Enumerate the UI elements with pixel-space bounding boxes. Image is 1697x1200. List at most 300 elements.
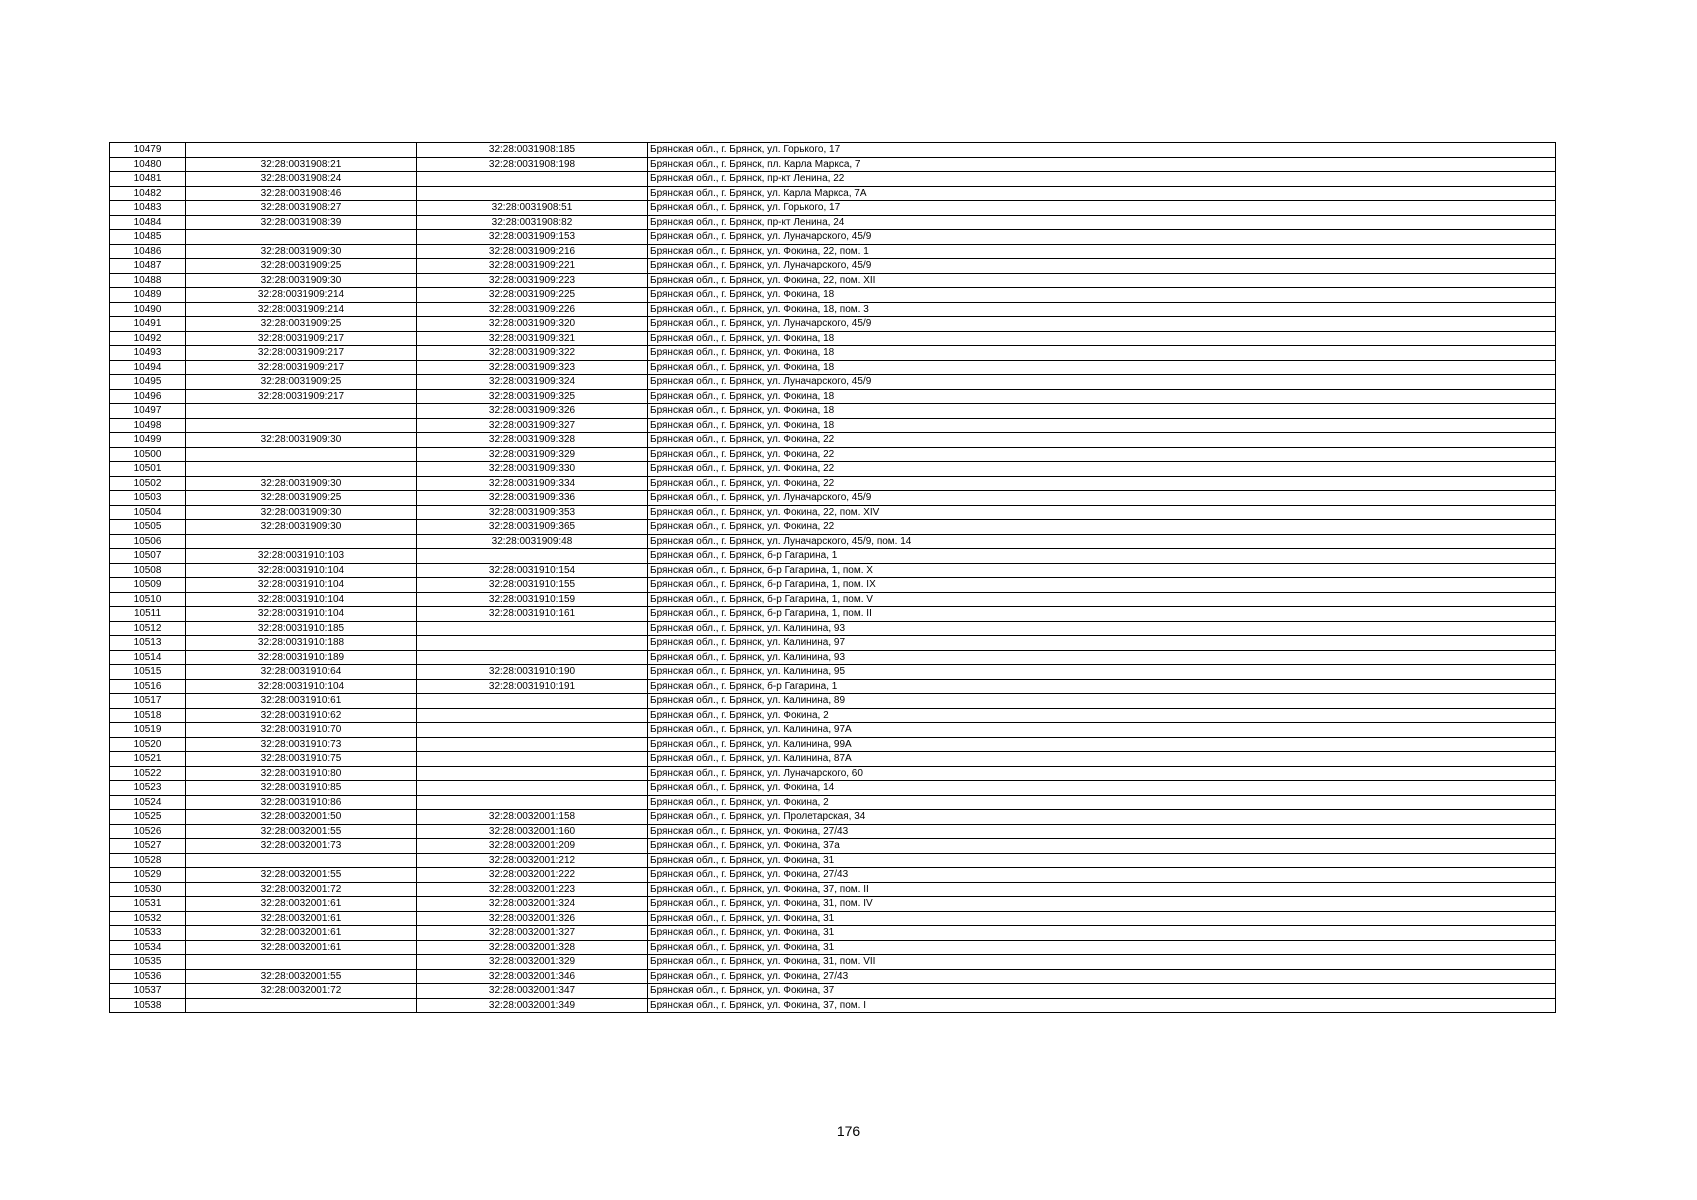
address-cell: Брянская обл., г. Брянск, ул. Калинина, 93 — [648, 621, 1556, 636]
address-cell: Брянская обл., г. Брянск, ул. Фокина, 31 — [648, 940, 1556, 955]
table-row — [110, 201, 1556, 216]
object-cadastral-number-cell — [417, 694, 648, 709]
address-cell: Брянская обл., г. Брянск, ул. Горького, 17 — [648, 143, 1556, 158]
object-cadastral-number-cell: 32:28:0031909:329 — [417, 447, 648, 462]
row-number-cell: 10520 — [110, 737, 186, 752]
address-cell: Брянская обл., г. Брянск, ул. Фокина, 31 — [648, 926, 1556, 941]
registry-table-body — [110, 143, 1556, 1013]
address-cell: Брянская обл., г. Брянск, ул. Фокина, 18 — [648, 288, 1556, 303]
table-row — [110, 389, 1556, 404]
object-cadastral-number-cell: 32:28:0031909:48 — [417, 534, 648, 549]
address-cell: Брянская обл., г. Брянск, ул. Фокина, 22 — [648, 462, 1556, 477]
land-cadastral-number-cell — [186, 853, 417, 868]
row-number-cell: 10513 — [110, 636, 186, 651]
object-cadastral-number-cell: 32:28:0031908:185 — [417, 143, 648, 158]
table-row — [110, 549, 1556, 564]
row-number-cell: 10502 — [110, 476, 186, 491]
table-row — [110, 998, 1556, 1013]
land-cadastral-number-cell: 32:28:0031909:214 — [186, 302, 417, 317]
address-cell: Брянская обл., г. Брянск, ул. Горького, 17 — [648, 201, 1556, 216]
object-cadastral-number-cell: 32:28:0032001:158 — [417, 810, 648, 825]
address-cell: Брянская обл., г. Брянск, б-р Гагарина, 1, пом. IX — [648, 578, 1556, 593]
table-row — [110, 810, 1556, 825]
object-cadastral-number-cell: 32:28:0032001:223 — [417, 882, 648, 897]
address-cell: Брянская обл., г. Брянск, ул. Калинина, 93 — [648, 650, 1556, 665]
object-cadastral-number-cell — [417, 781, 648, 796]
address-cell: Брянская обл., г. Брянск, б-р Гагарина, 1 — [648, 679, 1556, 694]
address-cell: Брянская обл., г. Брянск, ул. Фокина, 22, пом. 1 — [648, 244, 1556, 259]
land-cadastral-number-cell: 32:28:0031910:85 — [186, 781, 417, 796]
address-cell: Брянская обл., г. Брянск, ул. Карла Маркса, 7А — [648, 186, 1556, 201]
table-row — [110, 839, 1556, 854]
object-cadastral-number-cell: 32:28:0032001:324 — [417, 897, 648, 912]
address-cell: Брянская обл., г. Брянск, ул. Фокина, 22 — [648, 520, 1556, 535]
object-cadastral-number-cell: 32:28:0031909:221 — [417, 259, 648, 274]
table-row — [110, 476, 1556, 491]
table-row — [110, 694, 1556, 709]
row-number-cell: 10505 — [110, 520, 186, 535]
address-cell: Брянская обл., г. Брянск, ул. Фокина, 14 — [648, 781, 1556, 796]
land-cadastral-number-cell: 32:28:0032001:61 — [186, 926, 417, 941]
address-cell: Брянская обл., г. Брянск, ул. Фокина, 22 — [648, 447, 1556, 462]
land-cadastral-number-cell: 32:28:0032001:55 — [186, 969, 417, 984]
address-cell: Брянская обл., г. Брянск, пр-кт Ленина, 22 — [648, 172, 1556, 187]
land-cadastral-number-cell: 32:28:0031908:21 — [186, 157, 417, 172]
object-cadastral-number-cell: 32:28:0031910:159 — [417, 592, 648, 607]
table-row — [110, 984, 1556, 999]
row-number-cell: 10501 — [110, 462, 186, 477]
land-cadastral-number-cell: 32:28:0032001:61 — [186, 897, 417, 912]
address-cell: Брянская обл., г. Брянск, ул. Фокина, 31 — [648, 911, 1556, 926]
table-row — [110, 665, 1556, 680]
row-number-cell: 10537 — [110, 984, 186, 999]
land-cadastral-number-cell: 32:28:0031909:30 — [186, 520, 417, 535]
object-cadastral-number-cell: 32:28:0032001:349 — [417, 998, 648, 1013]
object-cadastral-number-cell — [417, 621, 648, 636]
land-cadastral-number-cell: 32:28:0031909:217 — [186, 389, 417, 404]
row-number-cell: 10532 — [110, 911, 186, 926]
land-cadastral-number-cell: 32:28:0031909:25 — [186, 375, 417, 390]
object-cadastral-number-cell: 32:28:0031909:326 — [417, 404, 648, 419]
address-cell: Брянская обл., г. Брянск, ул. Фокина, 22 — [648, 433, 1556, 448]
land-cadastral-number-cell: 32:28:0031910:75 — [186, 752, 417, 767]
table-row — [110, 940, 1556, 955]
row-number-cell: 10530 — [110, 882, 186, 897]
address-cell: Брянская обл., г. Брянск, ул. Фокина, 37, пом. II — [648, 882, 1556, 897]
land-cadastral-number-cell — [186, 230, 417, 245]
object-cadastral-number-cell: 32:28:0031909:327 — [417, 418, 648, 433]
address-cell: Брянская обл., г. Брянск, ул. Фокина, 22, пом. XII — [648, 273, 1556, 288]
row-number-cell: 10481 — [110, 172, 186, 187]
registry-table — [109, 142, 1556, 1013]
table-row — [110, 418, 1556, 433]
object-cadastral-number-cell — [417, 186, 648, 201]
land-cadastral-number-cell — [186, 143, 417, 158]
table-row — [110, 636, 1556, 651]
row-number-cell: 10510 — [110, 592, 186, 607]
object-cadastral-number-cell: 32:28:0031910:190 — [417, 665, 648, 680]
object-cadastral-number-cell: 32:28:0031908:51 — [417, 201, 648, 216]
address-cell: Брянская обл., г. Брянск, ул. Фокина, 18 — [648, 404, 1556, 419]
address-cell: Брянская обл., г. Брянск, ул. Фокина, 18 — [648, 418, 1556, 433]
row-number-cell: 10523 — [110, 781, 186, 796]
row-number-cell: 10515 — [110, 665, 186, 680]
object-cadastral-number-cell: 32:28:0032001:209 — [417, 839, 648, 854]
object-cadastral-number-cell — [417, 549, 648, 564]
row-number-cell: 10493 — [110, 346, 186, 361]
address-cell: Брянская обл., г. Брянск, ул. Фокина, 22 — [648, 476, 1556, 491]
land-cadastral-number-cell: 32:28:0031909:214 — [186, 288, 417, 303]
land-cadastral-number-cell: 32:28:0031909:25 — [186, 259, 417, 274]
row-number-cell: 10535 — [110, 955, 186, 970]
row-number-cell: 10514 — [110, 650, 186, 665]
row-number-cell: 10490 — [110, 302, 186, 317]
address-cell: Брянская обл., г. Брянск, ул. Калинина, 95 — [648, 665, 1556, 680]
table-row — [110, 404, 1556, 419]
row-number-cell: 10527 — [110, 839, 186, 854]
land-cadastral-number-cell: 32:28:0031910:188 — [186, 636, 417, 651]
land-cadastral-number-cell: 32:28:0031910:64 — [186, 665, 417, 680]
land-cadastral-number-cell: 32:28:0031909:217 — [186, 331, 417, 346]
address-cell: Брянская обл., г. Брянск, ул. Луначарского, 45/9, пом. 14 — [648, 534, 1556, 549]
table-row — [110, 955, 1556, 970]
address-cell: Брянская обл., г. Брянск, ул. Фокина, 31 — [648, 853, 1556, 868]
land-cadastral-number-cell — [186, 418, 417, 433]
table-row — [110, 737, 1556, 752]
object-cadastral-number-cell: 32:28:0031910:155 — [417, 578, 648, 593]
table-row — [110, 926, 1556, 941]
object-cadastral-number-cell: 32:28:0031909:320 — [417, 317, 648, 332]
address-cell: Брянская обл., г. Брянск, ул. Фокина, 18 — [648, 360, 1556, 375]
row-number-cell: 10525 — [110, 810, 186, 825]
table-row — [110, 331, 1556, 346]
table-row — [110, 288, 1556, 303]
table-row — [110, 969, 1556, 984]
land-cadastral-number-cell: 32:28:0031910:104 — [186, 607, 417, 622]
address-cell: Брянская обл., г. Брянск, ул. Фокина, 2 — [648, 795, 1556, 810]
table-row — [110, 360, 1556, 375]
row-number-cell: 10482 — [110, 186, 186, 201]
land-cadastral-number-cell: 32:28:0031910:80 — [186, 766, 417, 781]
table-row — [110, 186, 1556, 201]
object-cadastral-number-cell: 32:28:0031909:323 — [417, 360, 648, 375]
object-cadastral-number-cell: 32:28:0031909:223 — [417, 273, 648, 288]
row-number-cell: 10533 — [110, 926, 186, 941]
address-cell: Брянская обл., г. Брянск, ул. Фокина, 18 — [648, 389, 1556, 404]
table-row — [110, 157, 1556, 172]
row-number-cell: 10491 — [110, 317, 186, 332]
land-cadastral-number-cell: 32:28:0031910:104 — [186, 679, 417, 694]
table-row — [110, 244, 1556, 259]
object-cadastral-number-cell — [417, 636, 648, 651]
object-cadastral-number-cell — [417, 752, 648, 767]
table-row — [110, 781, 1556, 796]
object-cadastral-number-cell: 32:28:0031910:191 — [417, 679, 648, 694]
land-cadastral-number-cell — [186, 998, 417, 1013]
address-cell: Брянская обл., г. Брянск, ул. Фокина, 18 — [648, 331, 1556, 346]
address-cell: Брянская обл., г. Брянск, б-р Гагарина, 1 — [648, 549, 1556, 564]
land-cadastral-number-cell — [186, 404, 417, 419]
land-cadastral-number-cell: 32:28:0031909:25 — [186, 317, 417, 332]
row-number-cell: 10528 — [110, 853, 186, 868]
address-cell: Брянская обл., г. Брянск, ул. Фокина, 18, пом. 3 — [648, 302, 1556, 317]
land-cadastral-number-cell: 32:28:0031909:30 — [186, 273, 417, 288]
row-number-cell: 10521 — [110, 752, 186, 767]
land-cadastral-number-cell: 32:28:0031909:30 — [186, 433, 417, 448]
object-cadastral-number-cell — [417, 708, 648, 723]
address-cell: Брянская обл., г. Брянск, ул. Фокина, 37а — [648, 839, 1556, 854]
table-row — [110, 491, 1556, 506]
row-number-cell: 10512 — [110, 621, 186, 636]
row-number-cell: 10538 — [110, 998, 186, 1013]
table-row — [110, 911, 1556, 926]
row-number-cell: 10506 — [110, 534, 186, 549]
land-cadastral-number-cell: 32:28:0031910:185 — [186, 621, 417, 636]
row-number-cell: 10484 — [110, 215, 186, 230]
row-number-cell: 10494 — [110, 360, 186, 375]
row-number-cell: 10487 — [110, 259, 186, 274]
address-cell: Брянская обл., г. Брянск, ул. Луначарского, 45/9 — [648, 375, 1556, 390]
row-number-cell: 10524 — [110, 795, 186, 810]
object-cadastral-number-cell: 32:28:0031909:324 — [417, 375, 648, 390]
object-cadastral-number-cell — [417, 795, 648, 810]
address-cell: Брянская обл., г. Брянск, ул. Калинина, 97А — [648, 723, 1556, 738]
land-cadastral-number-cell: 32:28:0031908:46 — [186, 186, 417, 201]
row-number-cell: 10480 — [110, 157, 186, 172]
table-row — [110, 766, 1556, 781]
table-row — [110, 708, 1556, 723]
land-cadastral-number-cell: 32:28:0032001:61 — [186, 911, 417, 926]
row-number-cell: 10504 — [110, 505, 186, 520]
table-row — [110, 172, 1556, 187]
object-cadastral-number-cell: 32:28:0032001:212 — [417, 853, 648, 868]
object-cadastral-number-cell: 32:28:0031909:336 — [417, 491, 648, 506]
table-row — [110, 433, 1556, 448]
table-row — [110, 317, 1556, 332]
table-row — [110, 723, 1556, 738]
object-cadastral-number-cell: 32:28:0031908:198 — [417, 157, 648, 172]
land-cadastral-number-cell: 32:28:0031910:103 — [186, 549, 417, 564]
land-cadastral-number-cell: 32:28:0031910:86 — [186, 795, 417, 810]
object-cadastral-number-cell: 32:28:0032001:327 — [417, 926, 648, 941]
table-row — [110, 563, 1556, 578]
row-number-cell: 10517 — [110, 694, 186, 709]
address-cell: Брянская обл., г. Брянск, пл. Карла Маркса, 7 — [648, 157, 1556, 172]
land-cadastral-number-cell: 32:28:0031909:30 — [186, 505, 417, 520]
land-cadastral-number-cell — [186, 462, 417, 477]
row-number-cell: 10531 — [110, 897, 186, 912]
table-row — [110, 882, 1556, 897]
object-cadastral-number-cell: 32:28:0031909:216 — [417, 244, 648, 259]
address-cell: Брянская обл., г. Брянск, ул. Луначарского, 45/9 — [648, 230, 1556, 245]
table-row — [110, 447, 1556, 462]
table-row — [110, 505, 1556, 520]
address-cell: Брянская обл., г. Брянск, б-р Гагарина, 1, пом. X — [648, 563, 1556, 578]
object-cadastral-number-cell: 32:28:0031909:328 — [417, 433, 648, 448]
address-cell: Брянская обл., г. Брянск, ул. Фокина, 27/43 — [648, 824, 1556, 839]
table-row — [110, 534, 1556, 549]
row-number-cell: 10511 — [110, 607, 186, 622]
address-cell: Брянская обл., г. Брянск, ул. Калинина, 87А — [648, 752, 1556, 767]
row-number-cell: 10509 — [110, 578, 186, 593]
row-number-cell: 10516 — [110, 679, 186, 694]
table-row — [110, 273, 1556, 288]
object-cadastral-number-cell: 32:28:0031909:334 — [417, 476, 648, 491]
row-number-cell: 10495 — [110, 375, 186, 390]
land-cadastral-number-cell: 32:28:0031908:39 — [186, 215, 417, 230]
table-row — [110, 215, 1556, 230]
object-cadastral-number-cell: 32:28:0032001:329 — [417, 955, 648, 970]
land-cadastral-number-cell: 32:28:0032001:50 — [186, 810, 417, 825]
object-cadastral-number-cell — [417, 172, 648, 187]
address-cell: Брянская обл., г. Брянск, ул. Калинина, 99А — [648, 737, 1556, 752]
row-number-cell: 10479 — [110, 143, 186, 158]
land-cadastral-number-cell: 32:28:0031910:189 — [186, 650, 417, 665]
address-cell: Брянская обл., г. Брянск, ул. Фокина, 27/43 — [648, 868, 1556, 883]
object-cadastral-number-cell — [417, 650, 648, 665]
row-number-cell: 10498 — [110, 418, 186, 433]
row-number-cell: 10518 — [110, 708, 186, 723]
address-cell: Брянская обл., г. Брянск, ул. Фокина, 27/43 — [648, 969, 1556, 984]
address-cell: Брянская обл., г. Брянск, ул. Фокина, 31, пом. IV — [648, 897, 1556, 912]
object-cadastral-number-cell: 32:28:0031910:154 — [417, 563, 648, 578]
address-cell: Брянская обл., г. Брянск, ул. Луначарского, 45/9 — [648, 259, 1556, 274]
address-cell: Брянская обл., г. Брянск, ул. Фокина, 18 — [648, 346, 1556, 361]
object-cadastral-number-cell: 32:28:0031909:225 — [417, 288, 648, 303]
object-cadastral-number-cell: 32:28:0031909:226 — [417, 302, 648, 317]
row-number-cell: 10519 — [110, 723, 186, 738]
table-row — [110, 230, 1556, 245]
table-row — [110, 853, 1556, 868]
object-cadastral-number-cell: 32:28:0031908:82 — [417, 215, 648, 230]
object-cadastral-number-cell: 32:28:0031909:322 — [417, 346, 648, 361]
object-cadastral-number-cell: 32:28:0032001:222 — [417, 868, 648, 883]
object-cadastral-number-cell: 32:28:0031909:353 — [417, 505, 648, 520]
address-cell: Брянская обл., г. Брянск, ул. Фокина, 2 — [648, 708, 1556, 723]
table-row — [110, 621, 1556, 636]
land-cadastral-number-cell: 32:28:0032001:55 — [186, 868, 417, 883]
table-row — [110, 259, 1556, 274]
address-cell: Брянская обл., г. Брянск, пр-кт Ленина, 24 — [648, 215, 1556, 230]
table-row — [110, 592, 1556, 607]
object-cadastral-number-cell: 32:28:0031909:325 — [417, 389, 648, 404]
object-cadastral-number-cell: 32:28:0032001:326 — [417, 911, 648, 926]
address-cell: Брянская обл., г. Брянск, ул. Калинина, 97 — [648, 636, 1556, 651]
land-cadastral-number-cell: 32:28:0031910:73 — [186, 737, 417, 752]
address-cell: Брянская обл., г. Брянск, ул. Фокина, 37 — [648, 984, 1556, 999]
row-number-cell: 10485 — [110, 230, 186, 245]
row-number-cell: 10489 — [110, 288, 186, 303]
land-cadastral-number-cell — [186, 955, 417, 970]
land-cadastral-number-cell: 32:28:0031909:217 — [186, 346, 417, 361]
address-cell: Брянская обл., г. Брянск, б-р Гагарина, 1, пом. II — [648, 607, 1556, 622]
row-number-cell: 10496 — [110, 389, 186, 404]
table-row — [110, 302, 1556, 317]
table-row — [110, 795, 1556, 810]
land-cadastral-number-cell: 32:28:0031909:30 — [186, 244, 417, 259]
object-cadastral-number-cell — [417, 723, 648, 738]
address-cell: Брянская обл., г. Брянск, ул. Калинина, 89 — [648, 694, 1556, 709]
row-number-cell: 10492 — [110, 331, 186, 346]
land-cadastral-number-cell — [186, 534, 417, 549]
table-row — [110, 650, 1556, 665]
land-cadastral-number-cell: 32:28:0031910:61 — [186, 694, 417, 709]
object-cadastral-number-cell: 32:28:0032001:328 — [417, 940, 648, 955]
land-cadastral-number-cell: 32:28:0031908:27 — [186, 201, 417, 216]
table-row — [110, 578, 1556, 593]
table-row — [110, 868, 1556, 883]
row-number-cell: 10507 — [110, 549, 186, 564]
row-number-cell: 10483 — [110, 201, 186, 216]
land-cadastral-number-cell: 32:28:0031909:25 — [186, 491, 417, 506]
row-number-cell: 10526 — [110, 824, 186, 839]
table-row — [110, 679, 1556, 694]
row-number-cell: 10500 — [110, 447, 186, 462]
row-number-cell: 10536 — [110, 969, 186, 984]
address-cell: Брянская обл., г. Брянск, ул. Луначарского, 45/9 — [648, 491, 1556, 506]
land-cadastral-number-cell: 32:28:0032001:73 — [186, 839, 417, 854]
row-number-cell: 10534 — [110, 940, 186, 955]
land-cadastral-number-cell: 32:28:0032001:61 — [186, 940, 417, 955]
object-cadastral-number-cell — [417, 737, 648, 752]
object-cadastral-number-cell: 32:28:0032001:347 — [417, 984, 648, 999]
row-number-cell: 10522 — [110, 766, 186, 781]
row-number-cell: 10488 — [110, 273, 186, 288]
object-cadastral-number-cell: 32:28:0031910:161 — [417, 607, 648, 622]
address-cell: Брянская обл., г. Брянск, ул. Луначарского, 60 — [648, 766, 1556, 781]
object-cadastral-number-cell: 32:28:0031909:153 — [417, 230, 648, 245]
table-row — [110, 520, 1556, 535]
land-cadastral-number-cell: 32:28:0032001:55 — [186, 824, 417, 839]
address-cell: Брянская обл., г. Брянск, ул. Фокина, 22, пом. XIV — [648, 505, 1556, 520]
row-number-cell: 10497 — [110, 404, 186, 419]
address-cell: Брянская обл., г. Брянск, б-р Гагарина, 1, пом. V — [648, 592, 1556, 607]
land-cadastral-number-cell: 32:28:0031909:217 — [186, 360, 417, 375]
address-cell: Брянская обл., г. Брянск, ул. Фокина, 31, пом. VII — [648, 955, 1556, 970]
address-cell: Брянская обл., г. Брянск, ул. Фокина, 37, пом. I — [648, 998, 1556, 1013]
object-cadastral-number-cell: 32:28:0032001:346 — [417, 969, 648, 984]
land-cadastral-number-cell: 32:28:0032001:72 — [186, 984, 417, 999]
table-row — [110, 897, 1556, 912]
table-row — [110, 346, 1556, 361]
land-cadastral-number-cell: 32:28:0031910:104 — [186, 578, 417, 593]
address-cell: Брянская обл., г. Брянск, ул. Луначарского, 45/9 — [648, 317, 1556, 332]
table-row — [110, 752, 1556, 767]
object-cadastral-number-cell: 32:28:0031909:321 — [417, 331, 648, 346]
object-cadastral-number-cell: 32:28:0031909:330 — [417, 462, 648, 477]
row-number-cell: 10499 — [110, 433, 186, 448]
page-number: 176 — [836, 1123, 861, 1139]
table-row — [110, 824, 1556, 839]
object-cadastral-number-cell: 32:28:0032001:160 — [417, 824, 648, 839]
land-cadastral-number-cell: 32:28:0031908:24 — [186, 172, 417, 187]
row-number-cell: 10503 — [110, 491, 186, 506]
land-cadastral-number-cell: 32:28:0031909:30 — [186, 476, 417, 491]
land-cadastral-number-cell: 32:28:0031910:62 — [186, 708, 417, 723]
table-row — [110, 607, 1556, 622]
land-cadastral-number-cell — [186, 447, 417, 462]
land-cadastral-number-cell: 32:28:0032001:72 — [186, 882, 417, 897]
table-row — [110, 462, 1556, 477]
table-row — [110, 375, 1556, 390]
object-cadastral-number-cell — [417, 766, 648, 781]
row-number-cell: 10508 — [110, 563, 186, 578]
address-cell: Брянская обл., г. Брянск, ул. Пролетарская, 34 — [648, 810, 1556, 825]
land-cadastral-number-cell: 32:28:0031910:104 — [186, 592, 417, 607]
land-cadastral-number-cell: 32:28:0031910:70 — [186, 723, 417, 738]
land-cadastral-number-cell: 32:28:0031910:104 — [186, 563, 417, 578]
row-number-cell: 10529 — [110, 868, 186, 883]
